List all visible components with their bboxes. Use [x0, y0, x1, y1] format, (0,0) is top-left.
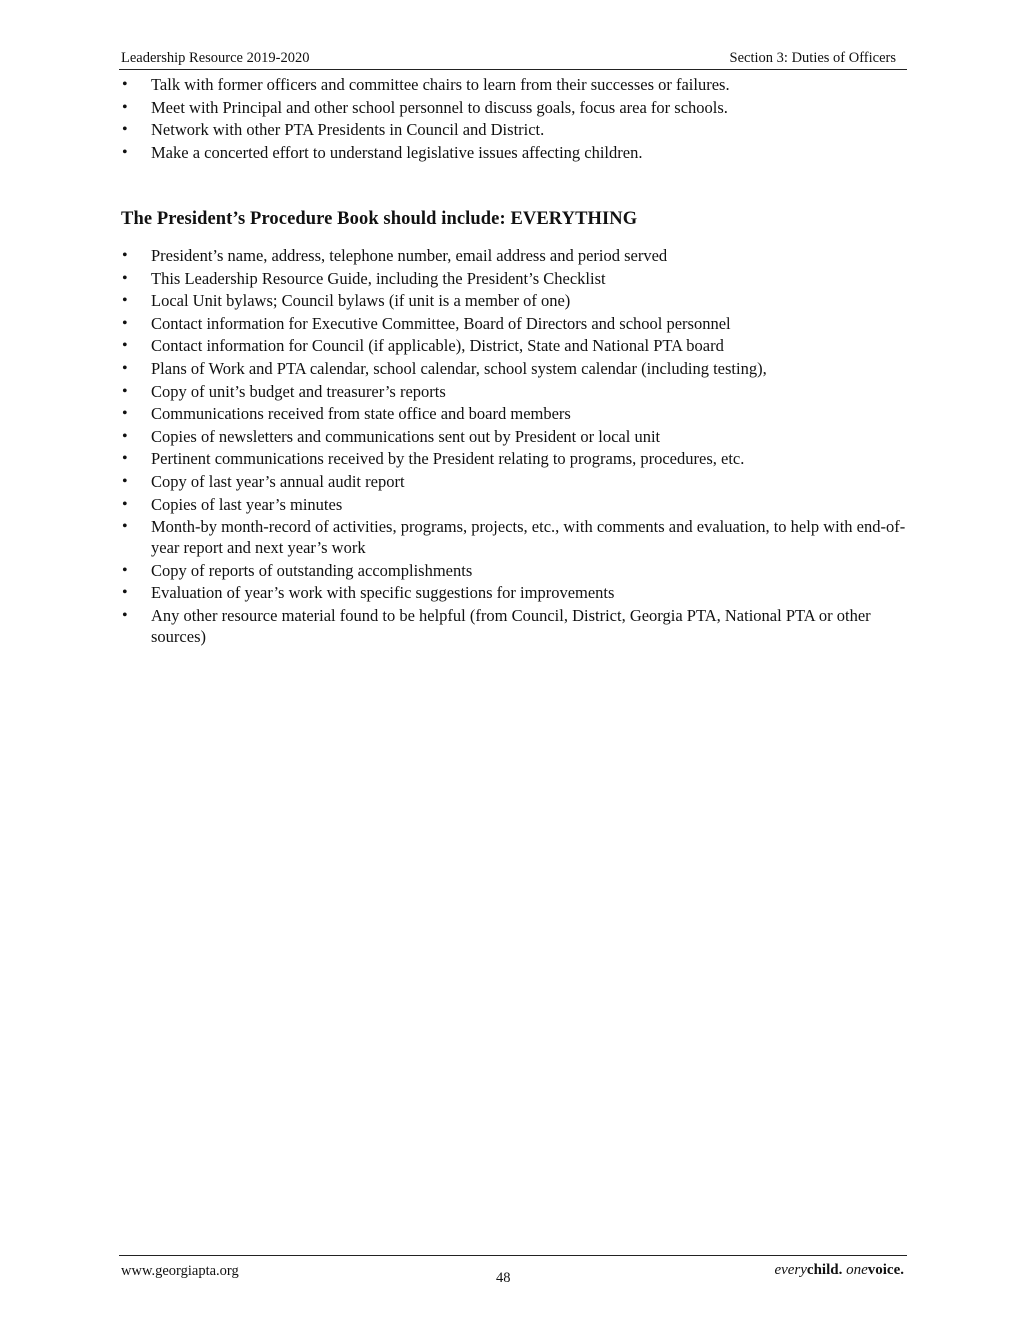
list-item: [120, 313, 908, 334]
procedure-book-heading: The President’s Procedure Book should include: EVERYTHING: [121, 209, 638, 229]
list-item-text: Copy of last year’s annual audit report: [151, 471, 405, 491]
header-document-title: Leadership Resource 2019-2020: [121, 50, 310, 66]
list-item-text: Copy of reports of outstanding accomplishments: [151, 560, 473, 580]
bullet-icon: •: [122, 143, 128, 161]
list-item-text: Contact information for Executive Committee, Board of Directors and school personnel: [151, 313, 731, 333]
list-item-text: Talk with former officers and committee chairs to learn from their successes or failures.: [151, 75, 730, 94]
list-item: [120, 426, 908, 447]
bullet-icon: •: [122, 606, 128, 624]
list-item-text: Copies of last year’s minutes: [151, 494, 343, 514]
header-section-title: Section 3: Duties of Officers: [729, 50, 896, 66]
list-item: [120, 245, 908, 266]
page-number: 48: [496, 1270, 511, 1286]
footer-tagline: [774, 1262, 904, 1279]
list-item: [120, 471, 908, 492]
list-item-text: This Leadership Resource Guide, including the President’s Checklist: [151, 268, 606, 288]
list-item: [120, 97, 908, 118]
list-item-text: Copy of unit’s budget and treasurer’s reports: [151, 381, 446, 401]
tagline-child: child.: [806, 1262, 843, 1278]
list-item-text: Evaluation of year’s work with specific suggestions for improvements: [151, 583, 615, 603]
page-footer: [119, 1255, 907, 1296]
bullet-icon: •: [122, 450, 128, 468]
bullet-icon: •: [122, 121, 128, 139]
list-item-text: Plans of Work and PTA calendar, school calendar, school system calendar (including testing),: [151, 358, 767, 378]
list-item-text: Make a concerted effort to understand legislative issues affecting children.: [151, 142, 643, 162]
list-item: [120, 494, 908, 515]
list-item: [120, 448, 908, 469]
bullet-icon: •: [122, 584, 128, 602]
tagline-voice: voice.: [867, 1262, 904, 1278]
bullet-icon: •: [122, 518, 128, 536]
list-item-text: Copies of newsletters and communications sent out by President or local unit: [151, 426, 661, 446]
tagline-one: one: [846, 1262, 868, 1278]
list-item-text: President’s name, address, telephone number, email address and period served: [151, 246, 668, 265]
president-tips-list: [120, 74, 908, 164]
bullet-icon: •: [122, 292, 128, 310]
bullet-icon: •: [122, 269, 128, 287]
bullet-icon: •: [122, 314, 128, 332]
list-item: [120, 582, 908, 603]
list-item: [120, 605, 908, 647]
list-item-text: Contact information for Council (if applicable), District, State and National PTA board: [151, 336, 724, 356]
bullet-icon: •: [122, 76, 128, 93]
list-item-text: Any other resource material found to be helpful (from Council, District, Georgia PTA, National PTA or other sources): [151, 605, 871, 646]
list-item-text: Meet with Principal and other school personnel to discuss goals, focus area for schools.: [151, 97, 728, 117]
list-item: [120, 381, 908, 402]
bullet-icon: •: [122, 359, 128, 377]
list-item-text: Communications received from state office and board members: [151, 404, 571, 424]
bullet-icon: •: [122, 98, 128, 116]
list-item-text: Network with other PTA Presidents in Council and District.: [151, 120, 545, 140]
bullet-icon: •: [122, 247, 128, 264]
bullet-icon: •: [122, 561, 128, 579]
tagline-every: every: [774, 1262, 807, 1278]
list-item: [120, 403, 908, 424]
list-item: [120, 74, 908, 95]
list-item: [120, 268, 908, 289]
page-header: [119, 49, 907, 70]
list-item: [120, 142, 908, 163]
bullet-icon: •: [122, 495, 128, 513]
list-item: [120, 358, 908, 379]
bullet-icon: •: [122, 337, 128, 355]
list-item: [120, 516, 908, 558]
list-item-text: Pertinent communications received by the President relating to programs, procedures, etc.: [151, 449, 745, 469]
bullet-icon: •: [122, 472, 128, 490]
list-item: [120, 290, 908, 311]
bullet-icon: •: [122, 382, 128, 400]
footer-website-link[interactable]: www.georgiapta.org: [121, 1263, 239, 1279]
procedure-book-list: [120, 245, 908, 649]
list-item-text: Local Unit bylaws; Council bylaws (if unit is a member of one): [151, 291, 571, 311]
list-item-text: Month-by month-record of activities, programs, projects, etc., with comments and evaluation, to help with end-of-year report and next year’s work: [151, 517, 906, 558]
bullet-icon: •: [122, 427, 128, 445]
list-item: [120, 335, 908, 356]
list-item: [120, 119, 908, 140]
list-item: [120, 560, 908, 581]
bullet-icon: •: [122, 405, 128, 423]
